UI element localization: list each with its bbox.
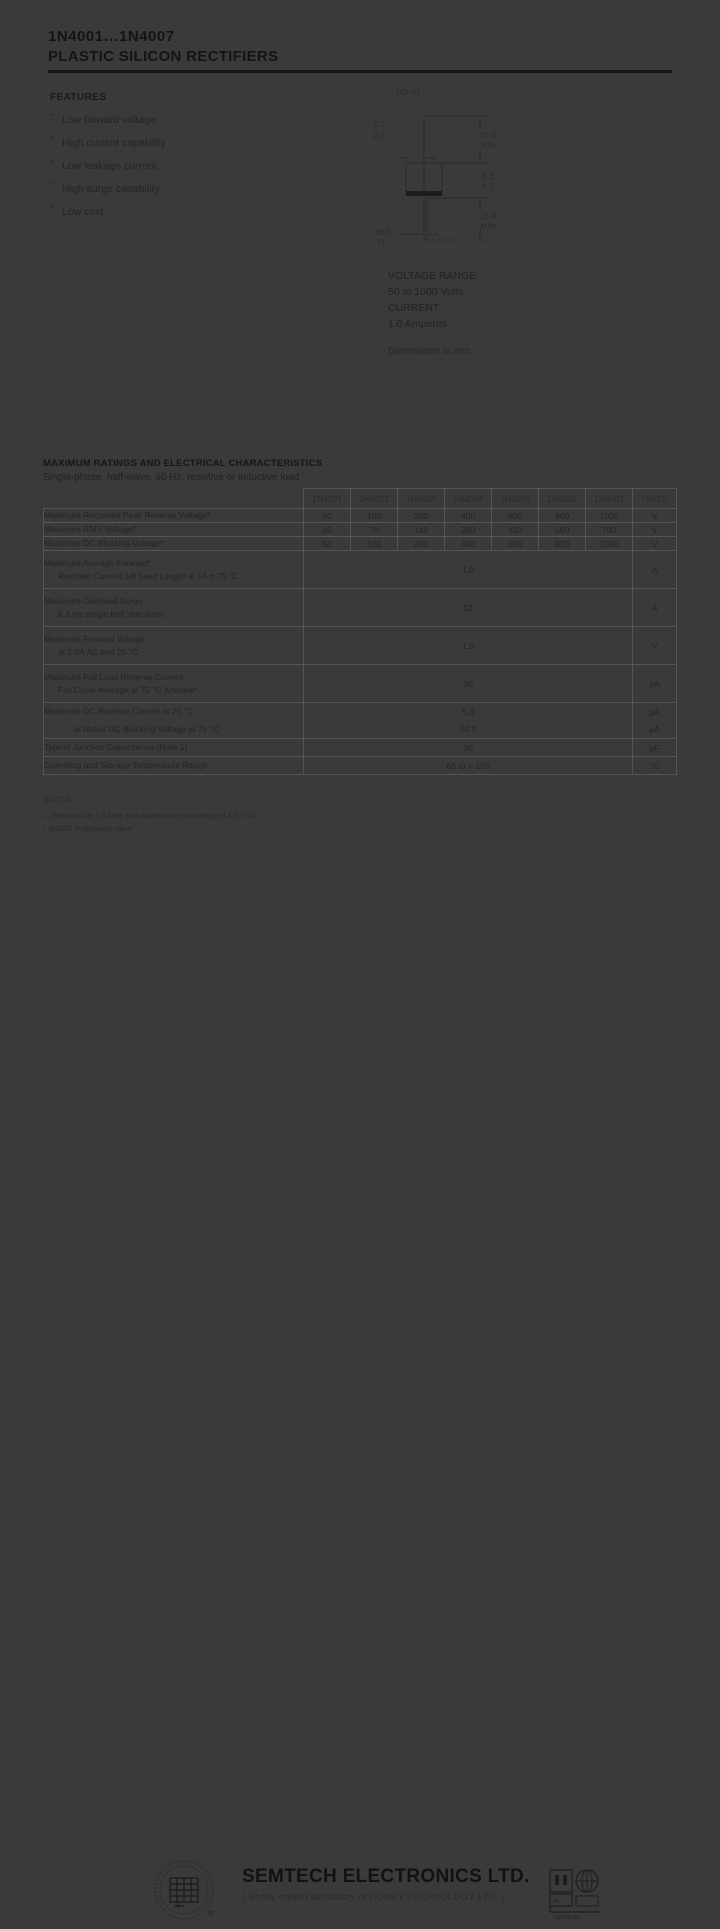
body-length-max-label: 5.2: [482, 172, 494, 181]
bullet-icon: *: [51, 204, 55, 215]
bullet-icon: *: [51, 158, 55, 169]
param-label-group: [44, 589, 304, 627]
table-row: [44, 757, 677, 775]
body-diameter-max-label: 2.7: [373, 120, 385, 129]
cell-value: 560: [539, 523, 586, 537]
bullet-icon: *: [51, 135, 55, 146]
voltage-range-value: 50 to 1000 Volts: [388, 286, 464, 298]
notes-title: NOTES:: [43, 795, 73, 804]
company-name: SEMTECH ELECTRONICS LTD.: [242, 1866, 530, 1887]
cell-value: 700: [586, 523, 633, 537]
param-sublabel: Full Cycle Average at 75 °C Ambient*: [58, 684, 199, 695]
semtech-logo-icon: [150, 1860, 222, 1924]
cell-unit: pF: [633, 739, 677, 757]
note-item: * JEDEC Registered Value: [43, 824, 132, 833]
param-sublabel: Rectified Current 3/8 Lead Length at TA = 75 °C: [58, 570, 239, 581]
features-title: FEATURES: [50, 92, 107, 103]
list-item: [50, 114, 270, 126]
voltage-range-label: VOLTAGE RANGE: [388, 270, 477, 282]
ratings-conditions: Single-phase, half-wave, 60 Hz, resistive or inductive load: [43, 472, 300, 483]
cell-value: 800: [539, 537, 586, 551]
cell-unit: °C: [633, 757, 677, 775]
column-header: 1N4004: [445, 489, 492, 509]
feature-label: Low forward voltage: [62, 114, 156, 126]
table-row: [44, 589, 677, 627]
cell-unit: µA: [633, 721, 677, 739]
param-sublabel: at Rated DC Blocking Voltage at 75 °C: [44, 721, 304, 739]
param-label: Operating and Storage Temperature Range: [44, 757, 304, 775]
body-length-min-label: 4.1: [482, 182, 494, 191]
cell-value: 50: [304, 537, 351, 551]
feature-label: High current capability: [62, 137, 166, 149]
cell-value: 200: [398, 509, 445, 523]
table-row: [44, 627, 677, 665]
package-name-label: DO-41: [396, 88, 421, 97]
ratings-title: MAXIMUM RATINGS AND ELECTRICAL CHARACTERISTICS: [43, 458, 323, 469]
cell-value-span: 5.0: [304, 703, 633, 721]
param-sublabel: 8.3 ms single half sine-wave: [58, 608, 165, 619]
cell-value: 600: [492, 537, 539, 551]
table-header-row: [44, 489, 677, 509]
cell-value-span: 50: [304, 589, 633, 627]
cell-value-span: 65 to + 175: [304, 757, 633, 775]
table-row: [44, 721, 677, 739]
current-value: 1.0 Amperes: [388, 318, 447, 330]
cell-value-span: 30: [304, 665, 633, 703]
cell-value: 800: [539, 509, 586, 523]
svg-text:AL: AL: [553, 1899, 561, 1905]
package-outline-drawing: [370, 88, 560, 268]
cell-value: 420: [492, 523, 539, 537]
features-section: [50, 92, 270, 229]
cell-value: 1000: [586, 537, 633, 551]
table-row: [44, 509, 677, 523]
column-header-units: UNITS: [633, 489, 677, 509]
cell-unit: µA: [633, 703, 677, 721]
list-item: [50, 137, 270, 149]
param-label: Maximum DC Reverse Current at 25 °C: [44, 703, 304, 721]
table-row: [44, 665, 677, 703]
column-header: 1N4001: [304, 489, 351, 509]
ratings-summary: [388, 268, 476, 332]
cell-value: 400: [445, 537, 492, 551]
company-block: [242, 1866, 530, 1903]
page-header: [48, 28, 278, 65]
cell-value-span: 1.0: [304, 551, 633, 589]
cell-value: 100: [351, 537, 398, 551]
cell-value: 400: [445, 509, 492, 523]
cell-unit: V: [633, 523, 677, 537]
header-divider: [48, 70, 672, 73]
feature-label: Low cost: [62, 206, 104, 218]
page-footer: [0, 928, 720, 1920]
note-item: 1. Measured at 1.0 MHz and applied reverse voltage of 4.0 V DC.: [43, 811, 261, 820]
cell-value: 100: [351, 509, 398, 523]
cell-value-span: 1.0: [304, 627, 633, 665]
bullet-icon: *: [51, 181, 55, 192]
notes-section: [43, 793, 260, 835]
param-label: Maximum RMS Voltage*: [44, 523, 304, 537]
feature-label: Low leakage current: [62, 160, 157, 172]
svg-text:CERTIFIED: CERTIFIED: [554, 1915, 581, 1920]
lead-diameter-min-label: .71: [374, 238, 386, 247]
page-subtitle: PLASTIC SILICON RECTIFIERS: [48, 48, 279, 65]
cell-value: 600: [492, 509, 539, 523]
table-row: [44, 739, 677, 757]
param-label: Typical Junction Capacitance (Note 1): [44, 739, 304, 757]
column-header: 1N4007: [586, 489, 633, 509]
table-row: [44, 523, 677, 537]
param-sublabel: at 1.0A AC and 25 °C: [58, 646, 139, 657]
cell-value: 140: [398, 523, 445, 537]
cell-value-span: 30: [304, 739, 633, 757]
param-label: Maximum Full Load Reverse Current,: [44, 671, 186, 682]
cell-unit: A: [633, 589, 677, 627]
bottom-lead-length-note: MIN: [480, 222, 496, 231]
top-lead-length-label: 25.4: [479, 131, 497, 140]
table-row: [44, 703, 677, 721]
dimensions-note: Dimensions in mm: [388, 346, 471, 357]
svg-text:®: ®: [208, 1911, 214, 1918]
cell-value: 200: [398, 537, 445, 551]
company-subsidiary: ( wholly owned subsidiary of HONEY TECHNOLOGY LTD. ): [242, 1892, 505, 1903]
top-lead-length-note: MIN: [480, 141, 496, 150]
do41-diagram-svg: [370, 88, 560, 268]
column-header: 1N4003: [398, 489, 445, 509]
cell-value: 1000: [586, 509, 633, 523]
column-header: 1N4002: [351, 489, 398, 509]
body-diameter-min-label: 2.0: [373, 131, 385, 140]
list-item: [50, 160, 270, 172]
cell-value: 70: [351, 523, 398, 537]
param-label: Maximum Forward Voltage: [44, 633, 146, 644]
part-number-title: 1N4001…1N4007: [48, 28, 175, 45]
bullet-icon: *: [51, 112, 55, 123]
cell-value-span: 50.0: [304, 721, 633, 739]
param-label: Maximum Average Forward*: [44, 557, 152, 568]
cell-unit: V: [633, 537, 677, 551]
cell-unit: V: [633, 627, 677, 665]
cell-unit: V: [633, 509, 677, 523]
cell-value: 35: [304, 523, 351, 537]
certification-marks-icon: [548, 1868, 602, 1920]
lead-diameter-max-label: .863: [374, 228, 391, 237]
column-header: 1N4005: [492, 489, 539, 509]
bottom-lead-length-label: 25.4: [479, 212, 497, 221]
param-label-group: [44, 627, 304, 665]
param-label-group: [44, 665, 304, 703]
param-label-group: [44, 551, 304, 589]
param-label: Maximum DC Blocking Voltage*: [44, 537, 304, 551]
ratings-heading: [43, 458, 322, 483]
list-item: [50, 206, 270, 218]
column-header: 1N4006: [539, 489, 586, 509]
param-label: Maximum Recurrent Peak Reverse Voltage*: [44, 509, 304, 523]
cell-unit: A: [633, 551, 677, 589]
specifications-table: [43, 488, 677, 775]
features-list: [50, 114, 270, 218]
list-item: [50, 183, 270, 195]
feature-label: High surge capability: [62, 183, 160, 195]
cell-value: 280: [445, 523, 492, 537]
header-blank-cell: [44, 489, 304, 509]
table-row: [44, 537, 677, 551]
current-label: CURRENT: [388, 302, 440, 314]
table-row: [44, 551, 677, 589]
param-label: Maximum Overload Surge: [44, 595, 143, 606]
cell-unit: µA: [633, 665, 677, 703]
cell-value: 50: [304, 509, 351, 523]
